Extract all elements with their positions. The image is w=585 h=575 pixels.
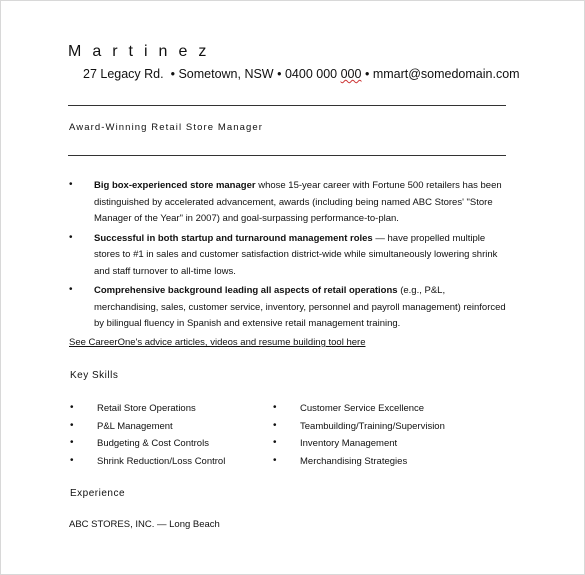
skill-label: Shrink Reduction/Loss Control [97, 455, 226, 467]
separator: • [364, 67, 370, 81]
skill-item [273, 437, 445, 455]
bullet-icon: • [273, 454, 277, 466]
summary-item [69, 283, 509, 333]
candidate-name: Martinez [68, 43, 218, 60]
experience-heading: Experience [70, 488, 126, 499]
skill-label: Retail Store Operations [97, 403, 196, 414]
bullet-icon: • [69, 179, 73, 190]
bullet-icon: • [70, 437, 74, 448]
contact-line [83, 67, 520, 81]
skills-column-right [273, 402, 445, 472]
bullet-icon: • [273, 437, 277, 448]
skill-item [273, 402, 445, 420]
phone-suffix: 000 [340, 67, 362, 81]
skill-item [70, 455, 225, 473]
summary-highlight: Comprehensive background leading all aspects of retail operations [94, 285, 398, 296]
summary-text: (e.g., P&L, merchandising, sales, customer service, inventory, personnel and payroll management) reinforced by bilingual fluency in Spanish and extensive retail management training. [94, 285, 506, 329]
separator: • [170, 67, 175, 81]
skill-label: Inventory Management [300, 438, 398, 449]
summary-text: — have propelled multiple stores to #1 in sales and customer satisfaction district-wide while simultaneously lowering shrink and staff turnover to all-time lows. [94, 232, 498, 277]
bullet-icon: • [69, 231, 73, 243]
separator: • [277, 67, 282, 81]
email: mmart@somedomain.com [372, 67, 520, 81]
skill-item [70, 437, 225, 455]
bullet-icon: • [273, 419, 277, 431]
bullet-icon: • [273, 402, 277, 413]
summary-item [69, 178, 509, 228]
address: 27 Legacy Rd. [83, 67, 164, 81]
careerone-link[interactable]: See CareerOne's advice articles, videos and resume building tool here [69, 337, 366, 348]
headline: Award-Winning Retail Store Manager [69, 122, 264, 133]
skill-item [70, 402, 225, 420]
divider [68, 105, 506, 106]
summary-highlight: Successful in both startup and turnaround management roles [94, 232, 373, 244]
skill-item [273, 420, 445, 438]
key-skills-heading: Key Skills [70, 370, 119, 381]
skill-label: Teambuilding/Training/Supervision [300, 420, 445, 432]
skill-label: Budgeting & Cost Controls [97, 438, 209, 449]
phone-prefix: 0400 000 [284, 67, 338, 81]
bullet-icon: • [70, 402, 74, 413]
skill-label: Merchandising Strategies [300, 455, 408, 467]
summary-list [69, 178, 509, 336]
bullet-icon: • [70, 454, 74, 466]
skills-column-left [70, 402, 225, 472]
summary-highlight: Big box-experienced store manager [94, 180, 256, 191]
skill-label: Customer Service Excellence [300, 403, 425, 414]
experience-company: ABC STORES, INC. — Long Beach [69, 519, 220, 530]
bullet-icon: • [70, 419, 74, 431]
skill-item [273, 455, 445, 473]
bullet-icon: • [69, 284, 73, 295]
skill-item [70, 420, 225, 438]
city: Sometown, NSW [178, 67, 274, 81]
skill-label: P&L Management [97, 420, 173, 432]
summary-text: whose 15-year career with Fortune 500 retailers has been distinguished by accelerated advancement, awards (including being named ABC Stores' "Store Manager of the Year" in 2007) and goal-surpassing performance-to-plan. [94, 180, 502, 224]
summary-item [69, 231, 509, 281]
divider [68, 155, 506, 156]
